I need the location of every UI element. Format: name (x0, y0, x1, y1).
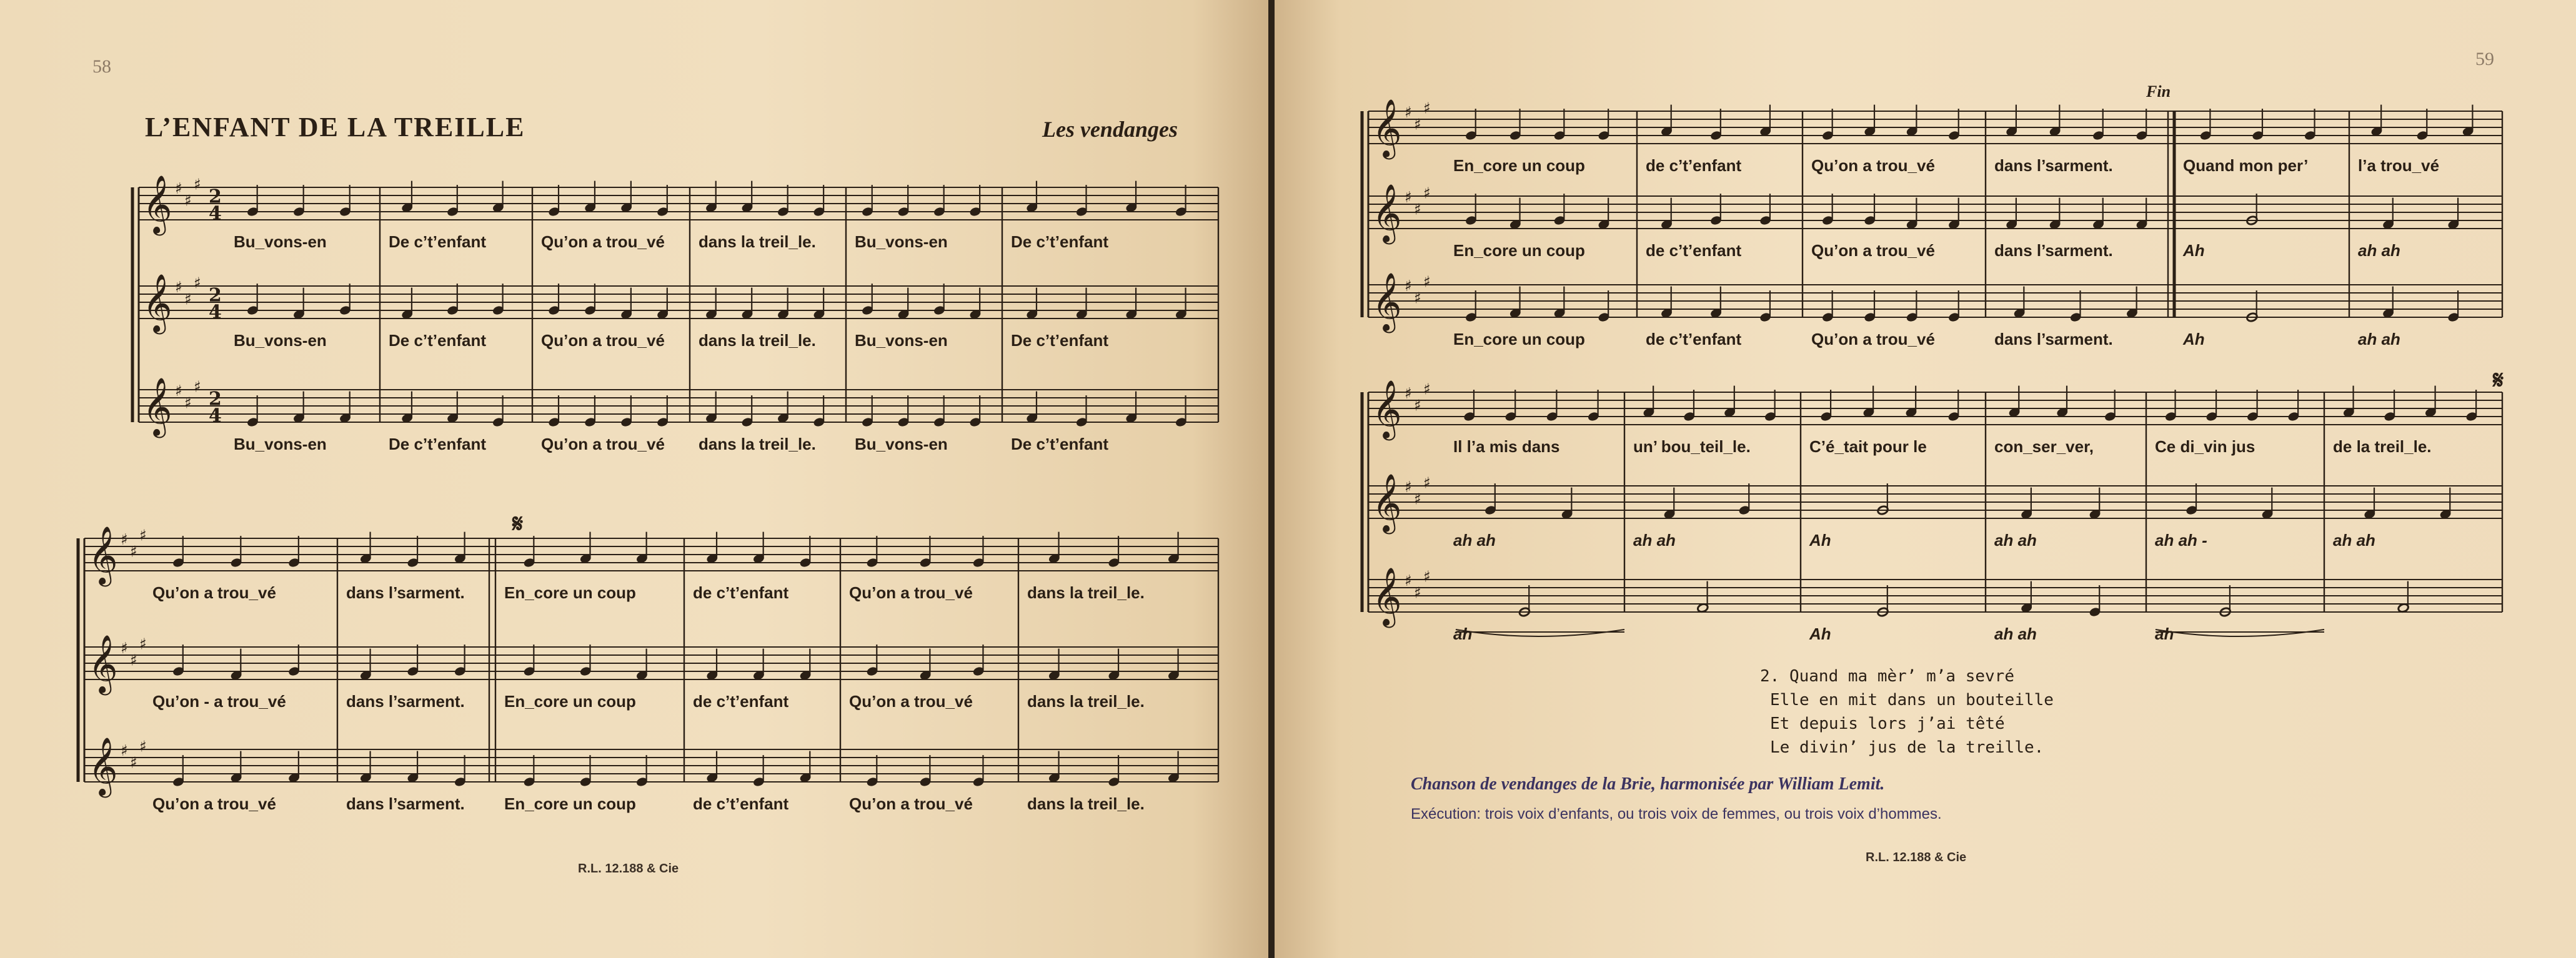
lyric-text: de c’t’enfant (1646, 241, 1742, 260)
sharp-sign: ♯ (1423, 272, 1431, 291)
lyric-text: dans l’sarment. (1994, 330, 2113, 348)
footer-right: R.L. 12.188 & Cie (1866, 851, 1967, 864)
sharp-sign: ♯ (1423, 473, 1431, 492)
lyric-text: Ah (1809, 625, 1831, 643)
lyric-text: dans l’sarment. (346, 794, 465, 813)
sharp-sign: ♯ (184, 393, 192, 412)
time-signature-numerator: 2 (209, 388, 222, 410)
tie-curve (2156, 630, 2324, 636)
lyric-text: ah (2155, 625, 2174, 643)
lyric-text: Qu’on a trou_vé (1811, 330, 1935, 348)
sharp-sign: ♯ (1405, 383, 1412, 402)
treble-clef: 𝄞 (142, 174, 172, 234)
treble-clef: 𝄞 (88, 736, 118, 796)
lyric-text: de c’t’enfant (693, 692, 789, 711)
lyric-text: dans la treil_le. (699, 331, 816, 350)
sharp-sign: ♯ (175, 179, 182, 197)
sharp-sign: ♯ (1405, 571, 1412, 590)
sharp-sign: ♯ (1414, 396, 1421, 415)
lyric-text: Bu_vons-en (855, 331, 948, 350)
fin-label: Fin (2146, 82, 2171, 101)
sharp-sign: ♯ (175, 277, 182, 296)
lyric-text: dans la treil_le. (1027, 583, 1145, 602)
execution-note: Exécution: trois voix d’enfants, ou trois voix de femmes, ou trois voix d’hommes. (1411, 806, 1942, 822)
lyric-text: De c’t’enfant (389, 331, 487, 350)
footer-left: R.L. 12.188 & Cie (578, 862, 679, 876)
lyric-text: de c’t’enfant (1646, 156, 1742, 175)
lyric-text: De c’t’enfant (389, 435, 487, 453)
treble-clef: 𝄞 (88, 634, 118, 693)
lyric-text: Ah (2183, 241, 2205, 260)
verse-line: Et depuis lors j’ai têté (1770, 714, 2005, 733)
lyric-text: Qu’on a trou_vé (152, 794, 276, 813)
lyric-text: En_core un coup (504, 692, 636, 711)
page-number-right: 59 (2475, 49, 2494, 69)
lyric-text: En_core un coup (1453, 330, 1585, 348)
sharp-sign: ♯ (1423, 380, 1431, 398)
sharp-sign: ♯ (184, 290, 192, 309)
verse-line: Elle en mit dans un bouteille (1770, 691, 2054, 709)
sharp-sign: ♯ (130, 651, 137, 669)
lyric-text: ah ah (1994, 531, 2037, 550)
sharp-sign: ♯ (184, 191, 192, 210)
lyric-text: de la treil_le. (2333, 437, 2432, 456)
lyric-text: Qu’on - a trou_vé (152, 692, 286, 711)
lyric-text: l’a trou_vé (2358, 156, 2440, 175)
verse-2 (1760, 664, 2054, 759)
page-number-left: 58 (92, 56, 111, 77)
lyric-text: de c’t’enfant (693, 583, 789, 602)
lyric-text: ah ah (2333, 531, 2375, 550)
lyric-text: Ah (2183, 330, 2205, 348)
lyric-text: dans l’sarment. (346, 692, 465, 711)
sharp-sign: ♯ (1414, 490, 1421, 508)
lyric-text: ah (1453, 625, 1473, 643)
sharp-sign: ♯ (1414, 289, 1421, 307)
sharp-sign: ♯ (139, 737, 147, 756)
song-subtitle: Les vendanges (1042, 117, 1178, 142)
lyric-text: dans la treil_le. (699, 232, 816, 251)
lyric-text: C’é_tait pour le (1809, 437, 1927, 456)
segno-sign: 𝄋 (2493, 366, 2504, 395)
right-page (1275, 0, 2576, 958)
lyric-text: dans l’sarment. (1994, 156, 2113, 175)
song-title: L’ENFANT DE LA TREILLE (145, 112, 525, 142)
treble-clef: 𝄞 (1372, 98, 1402, 157)
sharp-sign: ♯ (1423, 184, 1431, 202)
time-signature-denominator: 4 (209, 202, 222, 225)
lyric-text: ah ah (1633, 531, 1676, 550)
lyric-text: ah ah (1994, 625, 2037, 643)
lyric-text: En_core un coup (1453, 241, 1585, 260)
sharp-sign: ♯ (1414, 115, 1421, 134)
segno-sign: 𝄋 (512, 510, 524, 538)
lyric-text: Qu’on a trou_vé (541, 232, 665, 251)
lyric-text: Qu’on a trou_vé (541, 435, 665, 453)
lyric-text: dans la treil_le. (1027, 692, 1145, 711)
lyric-text: dans l’sarment. (346, 583, 465, 602)
verse-line: 2. Quand ma mèr’ m’a sevré (1760, 667, 2014, 686)
lyric-text: de c’t’enfant (1646, 330, 1742, 348)
lyric-text: Bu_vons-en (855, 435, 948, 453)
lyric-text: Qu’on a trou_vé (849, 583, 973, 602)
lyric-text: De c’t’enfant (389, 232, 487, 251)
lyric-text: con_ser_ver, (1994, 437, 2094, 456)
lyric-text: Qu’on a trou_vé (1811, 156, 1935, 175)
time-signature-denominator: 4 (209, 301, 222, 323)
lyric-text: Quand mon per’ (2183, 156, 2309, 175)
lyric-text: Qu’on a trou_vé (541, 331, 665, 350)
sharp-sign: ♯ (175, 381, 182, 400)
lyric-text: Bu_vons-en (234, 435, 327, 453)
sharp-sign: ♯ (1423, 567, 1431, 586)
sharp-sign: ♯ (121, 638, 128, 657)
tie-curve (1456, 630, 1624, 636)
lyric-text: Qu’on a trou_vé (849, 794, 973, 813)
time-signature-numerator: 2 (209, 284, 222, 307)
lyric-text: Il l’a mis dans (1453, 437, 1560, 456)
lyric-text: Qu’on a trou_vé (849, 692, 973, 711)
left-page (0, 0, 1268, 958)
lyric-text: Bu_vons-en (234, 331, 327, 350)
lyric-text: En_core un coup (504, 794, 636, 813)
time-signature-numerator: 2 (209, 185, 222, 208)
lyric-text: un’ bou_teil_le. (1633, 437, 1751, 456)
lyric-text: En_core un coup (1453, 156, 1585, 175)
lyric-text: Bu_vons-en (855, 232, 948, 251)
sharp-sign: ♯ (1405, 187, 1412, 206)
treble-clef: 𝄞 (1372, 566, 1402, 626)
time-signature-denominator: 4 (209, 405, 222, 427)
sharp-sign: ♯ (194, 274, 201, 292)
left-page-music (0, 0, 1268, 958)
lyric-text: Qu’on a trou_vé (152, 583, 276, 602)
treble-clef: 𝄞 (142, 377, 172, 436)
sharp-sign: ♯ (194, 377, 201, 396)
sharp-sign: ♯ (1423, 99, 1431, 117)
lyric-text: dans la treil_le. (1027, 794, 1145, 813)
sharp-sign: ♯ (1405, 477, 1412, 496)
treble-clef: 𝄞 (1372, 473, 1402, 532)
lyric-text: dans la treil_le. (699, 435, 816, 453)
treble-clef: 𝄞 (1372, 272, 1402, 331)
lyric-text: Ah (1809, 531, 1831, 550)
sharp-sign: ♯ (1405, 102, 1412, 121)
sharp-sign: ♯ (130, 542, 137, 561)
treble-clef: 𝄞 (1372, 379, 1402, 438)
lyric-text: De c’t’enfant (1011, 232, 1109, 251)
sharp-sign: ♯ (130, 753, 137, 772)
sharp-sign: ♯ (139, 635, 147, 653)
verse-line: Le divin’ jus de la treille. (1770, 738, 2044, 757)
sharp-sign: ♯ (1405, 276, 1412, 295)
treble-clef: 𝄞 (142, 273, 172, 332)
credit-line: Chanson de vendanges de la Brie, harmonisée par William Lemit. (1411, 774, 1885, 794)
sharp-sign: ♯ (1414, 583, 1421, 602)
lyric-text: ah ah - (2155, 531, 2207, 550)
lyric-text: Qu’on a trou_vé (1811, 241, 1935, 260)
lyric-text: ah ah (2358, 241, 2400, 260)
sharp-sign: ♯ (121, 741, 128, 759)
lyric-text: De c’t’enfant (1011, 435, 1109, 453)
lyric-text: En_core un coup (504, 583, 636, 602)
lyric-text: ah ah (1453, 531, 1496, 550)
lyric-text: De c’t’enfant (1011, 331, 1109, 350)
lyric-text: Ce di_vin jus (2155, 437, 2255, 456)
sharp-sign: ♯ (1414, 200, 1421, 219)
lyric-text: dans l’sarment. (1994, 241, 2113, 260)
lyric-text: de c’t’enfant (693, 794, 789, 813)
sharp-sign: ♯ (194, 175, 201, 194)
sharp-sign: ♯ (139, 526, 147, 545)
lyric-text: Bu_vons-en (234, 232, 327, 251)
treble-clef: 𝄞 (88, 525, 118, 585)
lyric-text: ah ah (2358, 330, 2400, 348)
sharp-sign: ♯ (121, 530, 128, 548)
treble-clef: 𝄞 (1372, 183, 1402, 242)
